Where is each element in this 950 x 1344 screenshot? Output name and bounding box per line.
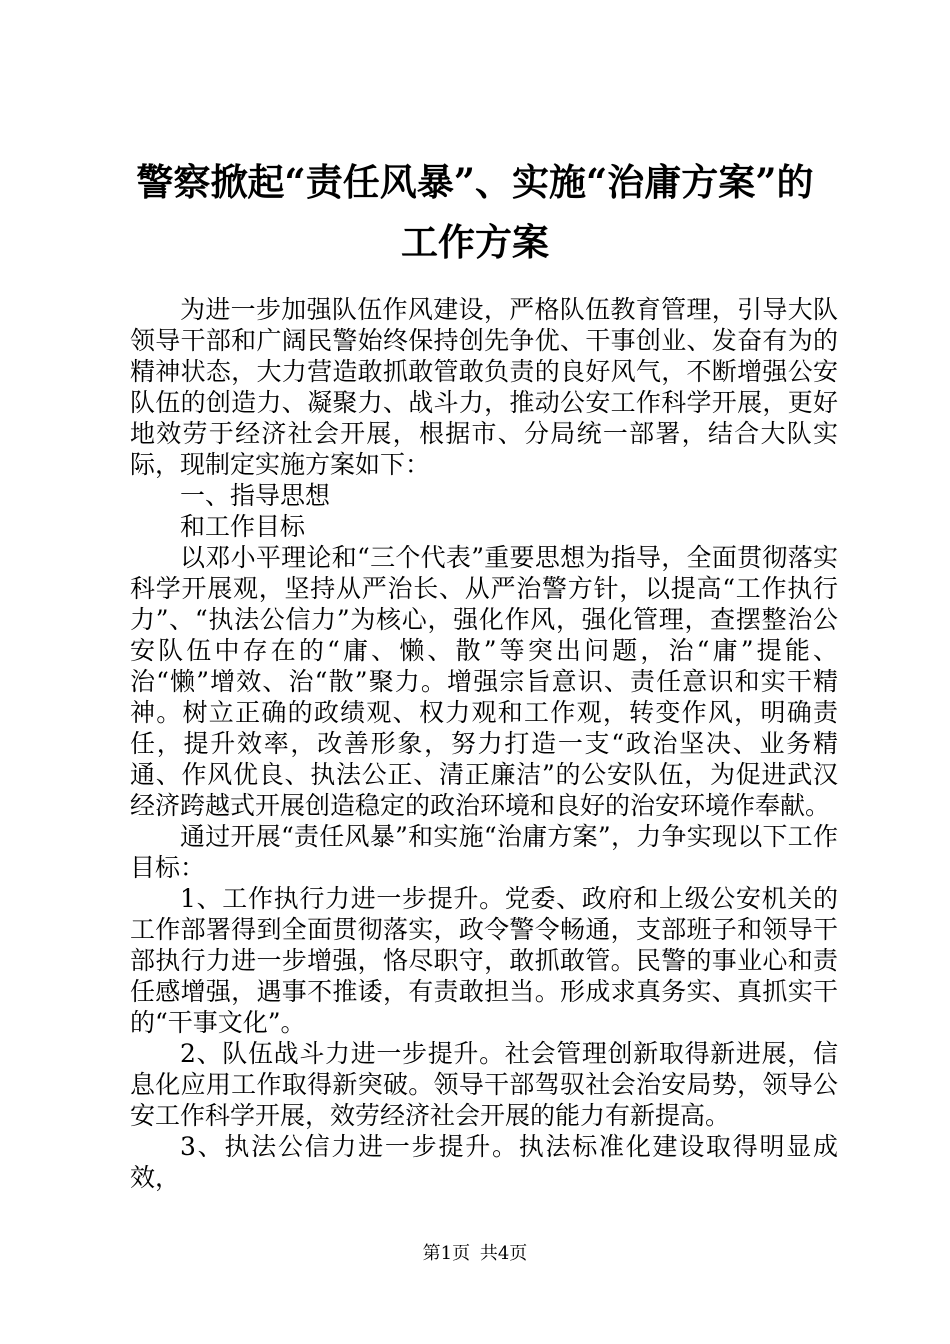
guiding-thought-paragraph: 以邓小平理论和“三个代表”重要思想为指导，全面贯彻落实科学开展观，坚持从严治长、从严治警方针，以提高“工作执行力”、“执法公信力”为核心，强化作风，强化管理，查摆整治公安队伍中存在的“庸、懒、散”等突出问题，治“庸”提能、治“懒”增效、治“散”聚力。增强宗旨意识、责任意识和实干精神。树立正确的政绩观、权力观和工作观，转变作风，明确责任，提升效率，改善形象，努力打造一支“政治坚决、业务精通、作风优良、执法公正、清正廉洁”的公安队伍，为促进武汉经济跨越式开展创造稳定的政治环境和良好的治安环境作奉献。	[130, 543, 838, 820]
section-heading-work-goals: 和工作目标	[180, 512, 306, 541]
page-number: 第1页	[422, 1243, 471, 1264]
document-body	[130, 294, 838, 1193]
goal-item-2: 2、队伍战斗力进一步提升。社会管理创新取得新进展，信息化应用工作取得新突破。领导干部驾驭社会治安局势，领导公安工作科学开展，效劳经济社会开展的能力有新提高。	[130, 1039, 838, 1130]
goals-intro-paragraph: 通过开展“责任风暴”和实施“治庸方案”，力争实现以下工作目标：	[130, 822, 838, 882]
page-total: 共4页	[479, 1243, 528, 1264]
goal-item-3: 3、执法公信力进一步提升。执法标准化建设取得明显成效，	[130, 1132, 838, 1192]
intro-paragraph: 为进一步加强队伍作风建设，严格队伍教育管理，引导大队领导干部和广阔民警始终保持创先争优、干事创业、发奋有为的精神状态，大力营造敢抓敢管敢负责的良好风气，不断增强公安队伍的创造力、凝聚力、战斗力，推动公安工作科学开展，更好地效劳于经济社会开展，根据市、分局统一部署，结合大队实际，现制定实施方案如下：	[130, 295, 838, 479]
page-footer	[0, 1243, 950, 1265]
section-heading-guiding-thought: 一、指导思想	[180, 481, 331, 510]
document-title-line-1: 警察掀起“责任风暴”、实施“治庸方案”的	[136, 160, 814, 204]
goal-item-1: 1、工作执行力进一步提升。党委、政府和上级公安机关的工作部署得到全面贯彻落实，政令警令畅通，支部班子和领导干部执行力进一步增强，恪尽职守，敢抓敢管。民警的事业心和责任感增强，遇事不推诿，有责敢担当。形成求真务实、真抓实干的“干事文化”。	[130, 884, 838, 1037]
document-title-line-2: 工作方案	[401, 220, 549, 264]
